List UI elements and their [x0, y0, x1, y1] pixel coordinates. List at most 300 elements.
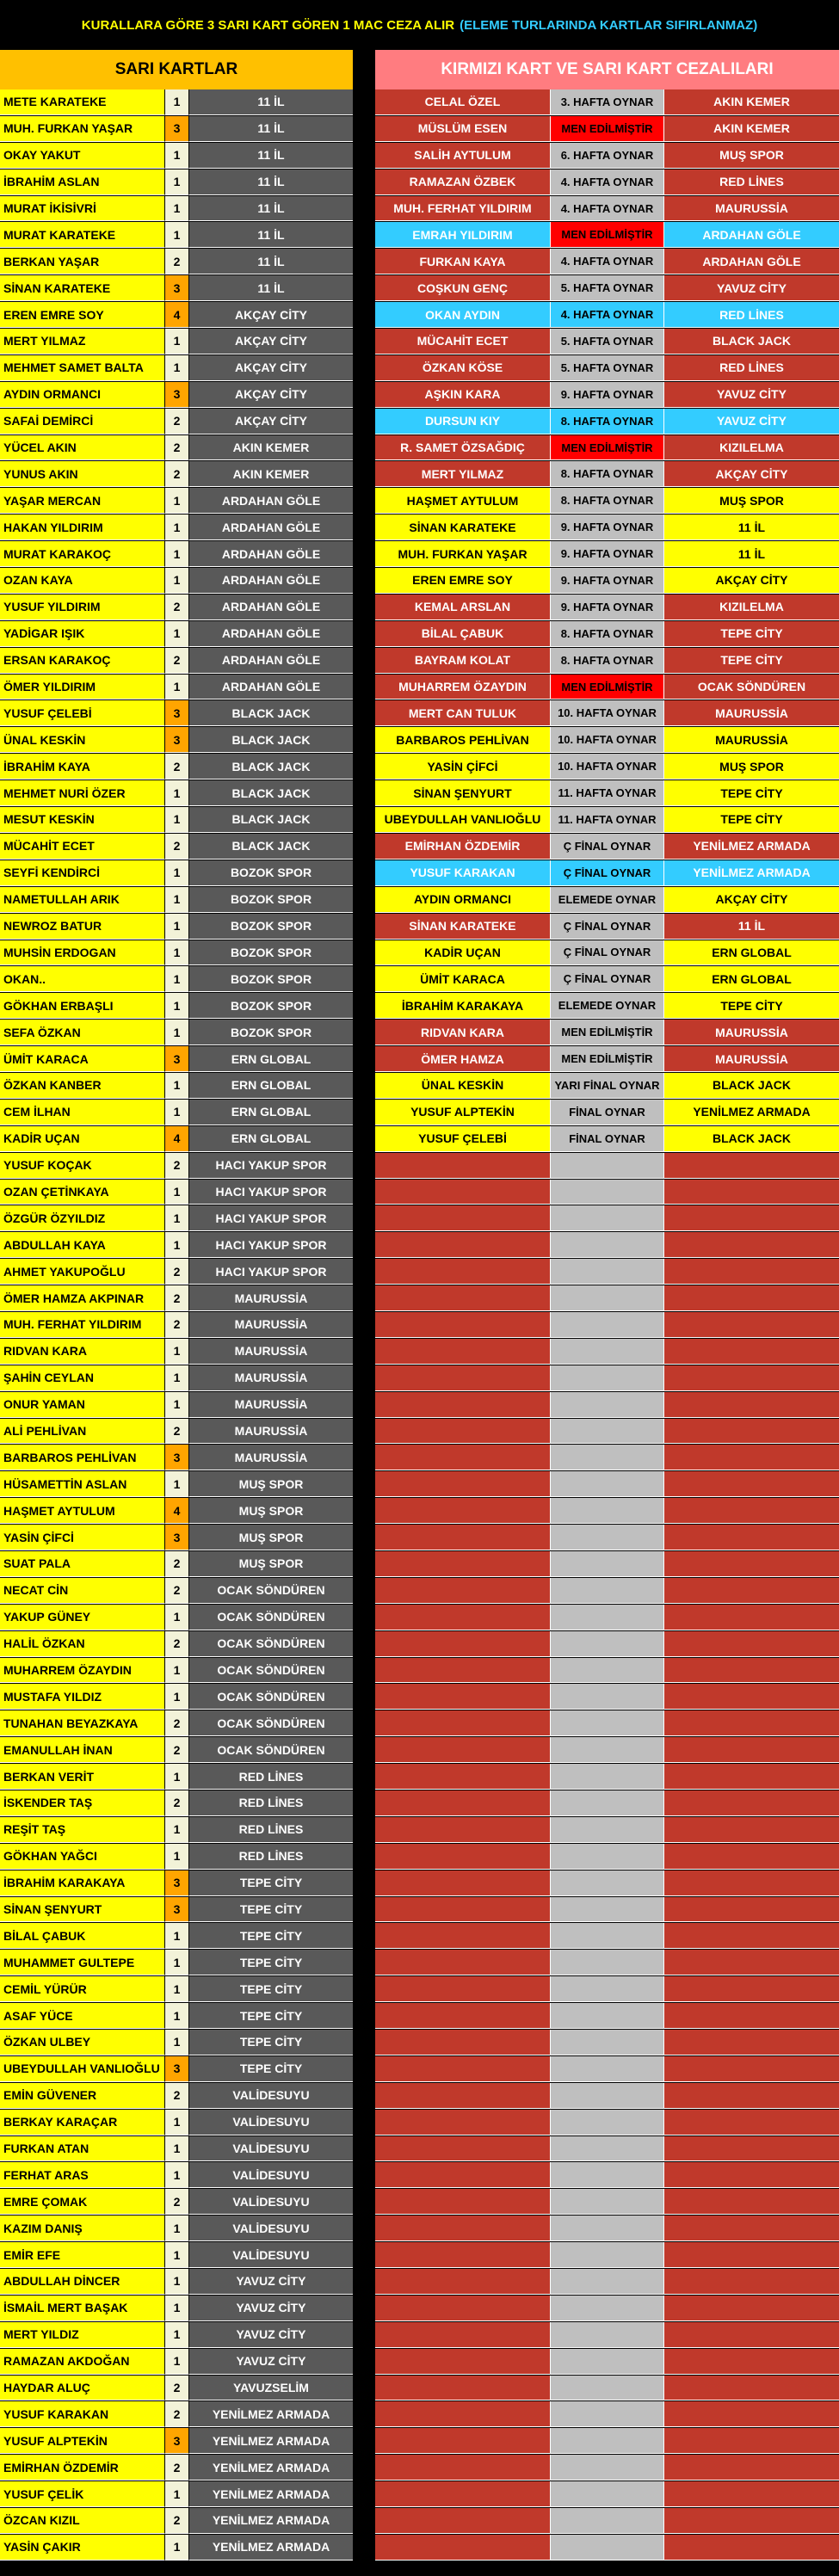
penalized-team: AKIN KEMER: [664, 116, 839, 142]
card-count: 1: [165, 1471, 189, 1497]
empty-status-cell: [551, 2349, 664, 2375]
card-count: 1: [165, 621, 189, 647]
empty-penalty-cell: [375, 1205, 551, 1231]
card-count: 1: [165, 1923, 189, 1949]
card-count: 1: [165, 1392, 189, 1418]
penalty-status: MEN EDİLMİŞTİR: [551, 435, 664, 461]
penalized-player: SİNAN KARATEKE: [375, 515, 551, 540]
player-name: ŞAHİN CEYLAN: [0, 1365, 165, 1391]
player-team: OCAK SÖNDÜREN: [189, 1658, 353, 1684]
empty-penalty-cell: [375, 2030, 551, 2055]
penalized-player: AYDIN ORMANCI: [375, 887, 551, 913]
card-count: 3: [165, 1445, 189, 1470]
player-team: ARDAHAN GÖLE: [189, 568, 353, 594]
penalized-team: TEPE CİTY: [664, 993, 839, 1019]
player-name: SEYFİ KENDİRCİ: [0, 860, 165, 886]
player-name: YUSUF ÇELİK: [0, 2481, 165, 2507]
player-team: TEPE CİTY: [189, 1950, 353, 1975]
penalized-team: TEPE CİTY: [664, 807, 839, 833]
empty-penalty-cell: [375, 2481, 551, 2507]
empty-status-cell: [551, 2296, 664, 2321]
empty-penalty-cell: [375, 1790, 551, 1816]
empty-team-cell: [664, 1578, 839, 1604]
empty-status-cell: [551, 1764, 664, 1790]
table-row: [0, 966, 839, 993]
player-team: YAVUZ CİTY: [189, 2269, 353, 2295]
empty-penalty-cell: [375, 1578, 551, 1604]
card-count: 2: [165, 2455, 189, 2480]
table-row: [0, 1126, 839, 1153]
empty-status-cell: [551, 2322, 664, 2348]
penalty-status: Ç FİNAL OYNAR: [551, 940, 664, 966]
penalized-team: BLACK JACK: [664, 1073, 839, 1099]
penalized-player: ÜMİT KARACA: [375, 966, 551, 992]
penalty-status: 8. HAFTA OYNAR: [551, 461, 664, 487]
empty-team-cell: [664, 2110, 839, 2135]
card-count: 1: [165, 887, 189, 913]
empty-team-cell: [664, 1950, 839, 1975]
empty-status-cell: [551, 1631, 664, 1657]
table-row: [0, 1073, 839, 1100]
empty-status-cell: [551, 1684, 664, 1710]
table-row: [0, 1551, 839, 1578]
table-row: [0, 1764, 839, 1790]
empty-penalty-cell: [375, 1631, 551, 1657]
penalized-team: TEPE CİTY: [664, 780, 839, 806]
player-team: HACI YAKUP SPOR: [189, 1259, 353, 1285]
empty-penalty-cell: [375, 1180, 551, 1205]
empty-status-cell: [551, 1232, 664, 1258]
penalized-player: KADİR UÇAN: [375, 940, 551, 966]
table-row: [0, 1365, 839, 1392]
empty-penalty-cell: [375, 1737, 551, 1763]
table-row: [0, 409, 839, 435]
player-team: 11 İL: [189, 143, 353, 169]
player-name: KADİR UÇAN: [0, 1126, 165, 1152]
empty-status-cell: [551, 2083, 664, 2109]
player-team: TEPE CİTY: [189, 2030, 353, 2055]
player-name: EMİR EFE: [0, 2242, 165, 2268]
empty-team-cell: [664, 2056, 839, 2082]
player-team: YENİLMEZ ARMADA: [189, 2401, 353, 2427]
empty-penalty-cell: [375, 1445, 551, 1470]
empty-status-cell: [551, 1923, 664, 1949]
player-name: SİNAN ŞENYURT: [0, 1897, 165, 1923]
penalty-status: 8. HAFTA OYNAR: [551, 409, 664, 434]
empty-penalty-cell: [375, 1312, 551, 1338]
table-row: [0, 2535, 839, 2561]
penalized-player: MERT CAN TULUK: [375, 700, 551, 726]
player-name: ERSAN KARAKOÇ: [0, 648, 165, 674]
penalized-team: RED LİNES: [664, 302, 839, 328]
player-name: MÜCAHİT ECET: [0, 834, 165, 860]
penalized-player: SİNAN ŞENYURT: [375, 780, 551, 806]
table-row: [0, 807, 839, 834]
penalized-player: YUSUF ÇELEBİ: [375, 1126, 551, 1152]
empty-penalty-cell: [375, 2428, 551, 2454]
player-name: NECAT CİN: [0, 1578, 165, 1604]
player-name: ABDULLAH KAYA: [0, 1232, 165, 1258]
penalized-team: 11 İL: [664, 515, 839, 540]
player-name: MUH. FERHAT YILDIRIM: [0, 1312, 165, 1338]
card-count: 1: [165, 2162, 189, 2188]
card-count: 1: [165, 2110, 189, 2135]
player-team: MUŞ SPOR: [189, 1471, 353, 1497]
card-count: 1: [165, 1180, 189, 1205]
card-count: 3: [165, 2056, 189, 2082]
player-team: AKÇAY CİTY: [189, 355, 353, 381]
empty-penalty-cell: [375, 1285, 551, 1311]
card-count: 1: [165, 143, 189, 169]
card-count: 2: [165, 249, 189, 274]
empty-team-cell: [664, 2428, 839, 2454]
penalized-team: TEPE CİTY: [664, 621, 839, 647]
card-count: 3: [165, 275, 189, 301]
penalty-status: 8. HAFTA OYNAR: [551, 488, 664, 514]
penalty-status: 8. HAFTA OYNAR: [551, 648, 664, 674]
penalized-player: ÖMER HAMZA: [375, 1046, 551, 1072]
card-count: 3: [165, 2428, 189, 2454]
empty-penalty-cell: [375, 1817, 551, 1843]
player-team: BLACK JACK: [189, 780, 353, 806]
table-row: [0, 648, 839, 675]
player-team: BLACK JACK: [189, 727, 353, 753]
empty-team-cell: [664, 2189, 839, 2215]
table-row: [0, 2003, 839, 2030]
penalized-player: İBRAHİM KARAKAYA: [375, 993, 551, 1019]
table-row: [0, 1870, 839, 1897]
empty-team-cell: [664, 2003, 839, 2029]
penalized-team: RED LİNES: [664, 355, 839, 381]
penalty-status: MEN EDİLMİŞTİR: [551, 1020, 664, 1045]
player-name: MERT YILMAZ: [0, 329, 165, 354]
table-row: [0, 1684, 839, 1710]
penalized-team: AKIN KEMER: [664, 89, 839, 115]
penalized-player: EMİRHAN ÖZDEMİR: [375, 834, 551, 860]
table-row: [0, 1180, 839, 1206]
card-count: 3: [165, 1525, 189, 1550]
player-team: AKÇAY CİTY: [189, 409, 353, 434]
player-team: TEPE CİTY: [189, 2056, 353, 2082]
penalty-status: 9. HAFTA OYNAR: [551, 382, 664, 408]
player-name: BERKAN YAŞAR: [0, 249, 165, 274]
empty-penalty-cell: [375, 2535, 551, 2561]
player-name: ÜNAL KESKİN: [0, 727, 165, 753]
card-count: 1: [165, 541, 189, 567]
player-team: BLACK JACK: [189, 807, 353, 833]
card-count: 1: [165, 1020, 189, 1045]
table-row: [0, 222, 839, 249]
table-row: [0, 754, 839, 780]
empty-status-cell: [551, 2162, 664, 2188]
player-team: YENİLMEZ ARMADA: [189, 2481, 353, 2507]
table-row: [0, 355, 839, 382]
penalized-team: MAURUSSİA: [664, 1046, 839, 1072]
card-count: 2: [165, 1285, 189, 1311]
table-row: [0, 675, 839, 701]
empty-penalty-cell: [375, 2322, 551, 2348]
empty-penalty-cell: [375, 2162, 551, 2188]
penalty-status: Ç FİNAL OYNAR: [551, 914, 664, 940]
player-name: MEHMET SAMET BALTA: [0, 355, 165, 381]
empty-team-cell: [664, 1285, 839, 1311]
empty-status-cell: [551, 1605, 664, 1630]
player-name: OZAN KAYA: [0, 568, 165, 594]
table-row: [0, 568, 839, 595]
penalized-player: HAŞMET AYTULUM: [375, 488, 551, 514]
table-row: [0, 1259, 839, 1285]
card-count: 1: [165, 355, 189, 381]
player-name: ÖZCAN KIZIL: [0, 2508, 165, 2534]
penalized-team: MUŞ SPOR: [664, 143, 839, 169]
table-row: [0, 1710, 839, 1737]
player-name: OZAN ÇETİNKAYA: [0, 1180, 165, 1205]
penalty-status: YARI FİNAL OYNAR: [551, 1073, 664, 1099]
empty-team-cell: [664, 1232, 839, 1258]
player-name: BİLAL ÇABUK: [0, 1923, 165, 1949]
empty-team-cell: [664, 1631, 839, 1657]
penalty-status: MEN EDİLMİŞTİR: [551, 675, 664, 700]
player-team: 11 İL: [189, 116, 353, 142]
penalized-team: AKÇAY CİTY: [664, 568, 839, 594]
card-count: 1: [165, 1205, 189, 1231]
empty-team-cell: [664, 1205, 839, 1231]
empty-penalty-cell: [375, 1684, 551, 1710]
penalized-team: YAVUZ CİTY: [664, 409, 839, 434]
penalized-player: KEMAL ARSLAN: [375, 595, 551, 620]
player-name: BARBAROS PEHLİVAN: [0, 1445, 165, 1470]
player-name: METE KARATEKE: [0, 89, 165, 115]
player-name: OKAY YAKUT: [0, 143, 165, 169]
card-count: 1: [165, 1605, 189, 1630]
cards-table: [0, 89, 839, 2561]
penalized-team: YAVUZ CİTY: [664, 275, 839, 301]
card-count: 2: [165, 1790, 189, 1816]
penalized-player: EMRAH YILDIRIM: [375, 222, 551, 248]
table-row: [0, 2242, 839, 2269]
empty-team-cell: [664, 1259, 839, 1285]
penalized-team: ARDAHAN GÖLE: [664, 222, 839, 248]
table-row: [0, 1844, 839, 1870]
card-count: 2: [165, 1419, 189, 1445]
player-name: HALİL ÖZKAN: [0, 1631, 165, 1657]
empty-penalty-cell: [375, 2003, 551, 2029]
penalized-team: YENİLMEZ ARMADA: [664, 834, 839, 860]
empty-team-cell: [664, 1658, 839, 1684]
card-count: 1: [165, 2535, 189, 2561]
player-team: TEPE CİTY: [189, 1870, 353, 1896]
card-count: 1: [165, 2242, 189, 2268]
empty-status-cell: [551, 1976, 664, 2002]
player-name: HAYDAR ALUÇ: [0, 2376, 165, 2401]
empty-penalty-cell: [375, 1764, 551, 1790]
card-count: 2: [165, 1578, 189, 1604]
player-name: FERHAT ARAS: [0, 2162, 165, 2188]
player-team: 11 İL: [189, 222, 353, 248]
player-team: HACI YAKUP SPOR: [189, 1153, 353, 1179]
table-row: [0, 1339, 839, 1365]
table-row: [0, 2376, 839, 2402]
player-team: ERN GLOBAL: [189, 1100, 353, 1125]
penalized-player: YUSUF ALPTEKİN: [375, 1100, 551, 1125]
penalty-status: 10. HAFTA OYNAR: [551, 727, 664, 753]
empty-penalty-cell: [375, 1471, 551, 1497]
empty-status-cell: [551, 2376, 664, 2401]
player-team: YAVUZ CİTY: [189, 2349, 353, 2375]
penalty-status: MEN EDİLMİŞTİR: [551, 116, 664, 142]
penalty-status: Ç FİNAL OYNAR: [551, 834, 664, 860]
penalized-player: SALİH AYTULUM: [375, 143, 551, 169]
penalty-status: MEN EDİLMİŞTİR: [551, 1046, 664, 1072]
player-team: MUŞ SPOR: [189, 1551, 353, 1577]
player-team: TEPE CİTY: [189, 1897, 353, 1923]
player-name: UBEYDULLAH VANLIOĞLU: [0, 2056, 165, 2082]
empty-penalty-cell: [375, 1392, 551, 1418]
player-name: ÖZKAN ULBEY: [0, 2030, 165, 2055]
empty-team-cell: [664, 1525, 839, 1550]
penalized-player: EREN EMRE SOY: [375, 568, 551, 594]
player-team: ERN GLOBAL: [189, 1046, 353, 1072]
table-row: [0, 143, 839, 169]
card-count: 1: [165, 1339, 189, 1365]
player-name: YUSUF YILDIRIM: [0, 595, 165, 620]
penalized-player: R. SAMET ÖZSAĞDIÇ: [375, 435, 551, 461]
penalized-team: BLACK JACK: [664, 1126, 839, 1152]
player-team: ARDAHAN GÖLE: [189, 648, 353, 674]
empty-status-cell: [551, 1870, 664, 1896]
player-name: FURKAN ATAN: [0, 2136, 165, 2162]
penalized-player: SİNAN KARATEKE: [375, 914, 551, 940]
penalized-player: YUSUF KARAKAN: [375, 860, 551, 886]
empty-penalty-cell: [375, 1259, 551, 1285]
empty-team-cell: [664, 2242, 839, 2268]
table-row: [0, 1020, 839, 1046]
player-team: OCAK SÖNDÜREN: [189, 1684, 353, 1710]
empty-status-cell: [551, 1205, 664, 1231]
table-row: [0, 2030, 839, 2056]
empty-penalty-cell: [375, 1870, 551, 1896]
player-team: 11 İL: [189, 169, 353, 195]
empty-penalty-cell: [375, 2401, 551, 2427]
player-name: EMRE ÇOMAK: [0, 2189, 165, 2215]
player-team: MAURUSSİA: [189, 1392, 353, 1418]
empty-status-cell: [551, 2003, 664, 2029]
card-count: 1: [165, 515, 189, 540]
player-name: ALİ PEHLİVAN: [0, 1419, 165, 1445]
empty-status-cell: [551, 2110, 664, 2135]
empty-status-cell: [551, 1153, 664, 1179]
penalized-player: FURKAN KAYA: [375, 249, 551, 274]
empty-team-cell: [664, 1897, 839, 1923]
card-count: 1: [165, 2349, 189, 2375]
table-row: [0, 2215, 839, 2242]
table-row: [0, 2110, 839, 2136]
table-row: [0, 1498, 839, 1525]
empty-team-cell: [664, 2136, 839, 2162]
table-row: [0, 461, 839, 488]
empty-penalty-cell: [375, 1153, 551, 1179]
table-row: [0, 2269, 839, 2296]
player-team: MAURUSSİA: [189, 1419, 353, 1445]
table-row: [0, 2162, 839, 2189]
player-team: RED LİNES: [189, 1790, 353, 1816]
penalized-player: OKAN AYDIN: [375, 302, 551, 328]
empty-status-cell: [551, 2136, 664, 2162]
table-row: [0, 329, 839, 355]
player-name: AYDIN ORMANCI: [0, 382, 165, 408]
table-row: [0, 1419, 839, 1445]
player-team: OCAK SÖNDÜREN: [189, 1578, 353, 1604]
empty-team-cell: [664, 2269, 839, 2295]
card-count: 1: [165, 807, 189, 833]
player-team: YENİLMEZ ARMADA: [189, 2428, 353, 2454]
penalty-status: 4. HAFTA OYNAR: [551, 169, 664, 195]
table-row: [0, 2428, 839, 2455]
empty-status-cell: [551, 1790, 664, 1816]
empty-team-cell: [664, 1844, 839, 1870]
card-count: 2: [165, 834, 189, 860]
empty-status-cell: [551, 1551, 664, 1577]
empty-team-cell: [664, 1180, 839, 1205]
empty-status-cell: [551, 1312, 664, 1338]
penalized-player: MÜCAHİT ECET: [375, 329, 551, 354]
empty-status-cell: [551, 2030, 664, 2055]
penalty-status: 8. HAFTA OYNAR: [551, 621, 664, 647]
empty-team-cell: [664, 1365, 839, 1391]
table-row: [0, 1658, 839, 1685]
empty-team-cell: [664, 2162, 839, 2188]
card-count: 1: [165, 2003, 189, 2029]
penalized-team: RED LİNES: [664, 169, 839, 195]
player-name: MUSTAFA YILDIZ: [0, 1684, 165, 1710]
player-team: BOZOK SPOR: [189, 940, 353, 966]
card-count: 2: [165, 2401, 189, 2427]
player-team: BOZOK SPOR: [189, 860, 353, 886]
table-row: [0, 1153, 839, 1180]
player-team: MUŞ SPOR: [189, 1525, 353, 1550]
player-name: NAMETULLAH ARIK: [0, 887, 165, 913]
penalized-team: AKÇAY CİTY: [664, 461, 839, 487]
penalized-player: ÜNAL KESKİN: [375, 1073, 551, 1099]
table-row: [0, 1525, 839, 1551]
player-name: GÖKHAN YAĞCI: [0, 1844, 165, 1870]
player-team: BOZOK SPOR: [189, 1020, 353, 1045]
card-count: 3: [165, 700, 189, 726]
empty-status-cell: [551, 1897, 664, 1923]
card-count: 1: [165, 2269, 189, 2295]
empty-status-cell: [551, 1658, 664, 1684]
empty-status-cell: [551, 1445, 664, 1470]
table-row: [0, 515, 839, 541]
card-count: 2: [165, 1631, 189, 1657]
player-team: MUŞ SPOR: [189, 1498, 353, 1524]
penalty-status: 4. HAFTA OYNAR: [551, 196, 664, 222]
penalized-team: YENİLMEZ ARMADA: [664, 1100, 839, 1125]
player-team: OCAK SÖNDÜREN: [189, 1631, 353, 1657]
player-team: RED LİNES: [189, 1817, 353, 1843]
player-team: 11 İL: [189, 196, 353, 222]
empty-status-cell: [551, 1365, 664, 1391]
empty-penalty-cell: [375, 2455, 551, 2480]
player-team: OCAK SÖNDÜREN: [189, 1737, 353, 1763]
player-team: VALİDESUYU: [189, 2215, 353, 2241]
player-name: MERT YILDIZ: [0, 2322, 165, 2348]
penalty-status: 9. HAFTA OYNAR: [551, 568, 664, 594]
player-team: ARDAHAN GÖLE: [189, 488, 353, 514]
player-name: SUAT PALA: [0, 1551, 165, 1577]
empty-team-cell: [664, 1764, 839, 1790]
empty-team-cell: [664, 1790, 839, 1816]
